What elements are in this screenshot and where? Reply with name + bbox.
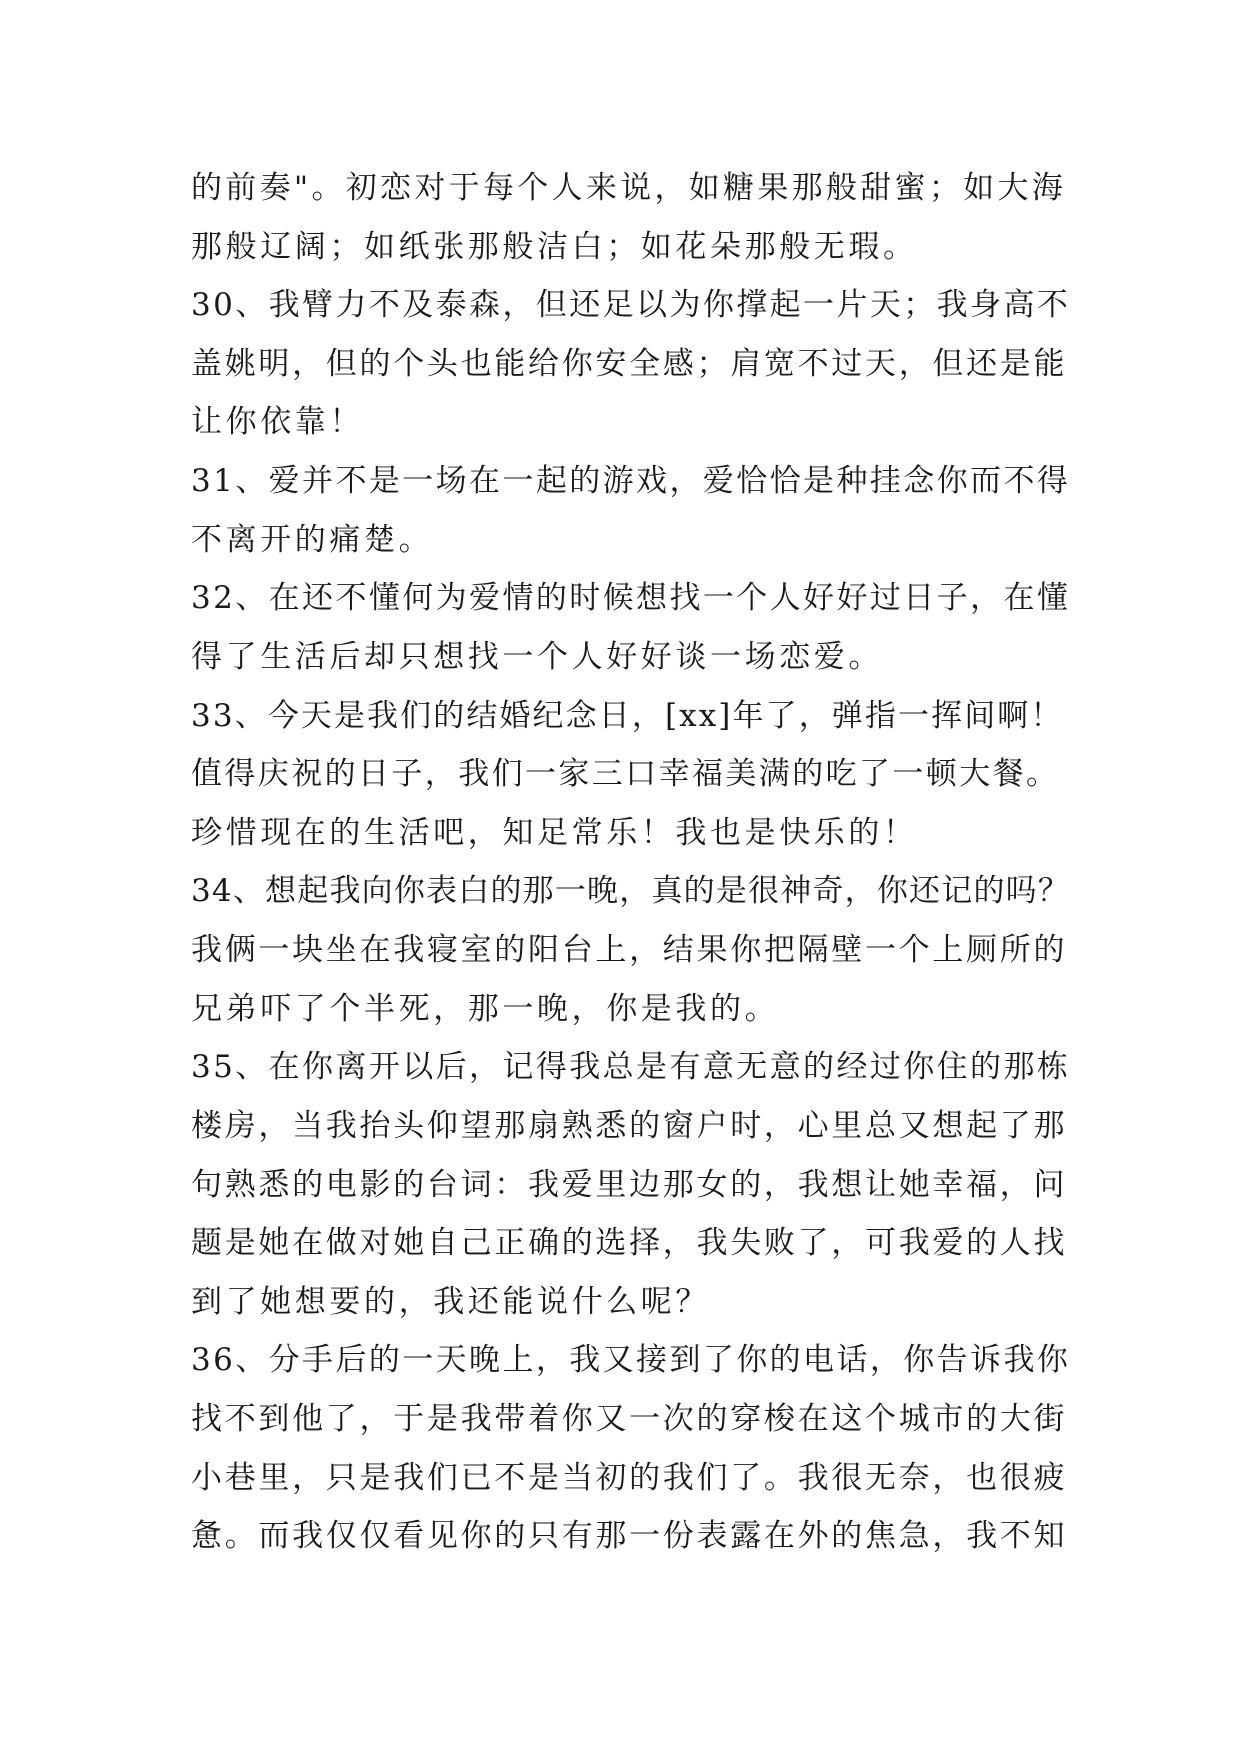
- text-line: 35、在你离开以后，记得我总是有意无意的经过你住的那栋: [191, 1049, 1071, 1085]
- text-line: 30、我臂力不及泰森，但还足以为你撑起一片天；我身高不: [191, 287, 1071, 323]
- text-line: 让你依靠！: [191, 404, 364, 440]
- text-line: 我俩一块坐在我寝室的阳台上，结果你把隔壁一个上厕所的: [191, 932, 1068, 968]
- text-line: 34、想起我向你表白的那一晚，真的是很神奇，你还记的吗？: [191, 873, 1071, 909]
- text-line: 不离开的痛楚。: [191, 522, 434, 558]
- text-line: 珍惜现在的生活吧，知足常乐！我也是快乐的！: [191, 815, 918, 851]
- text-line: 36、分手后的一天晚上，我又接到了你的电话，你告诉我你: [191, 1342, 1071, 1378]
- text-line: 33、今天是我们的结婚纪念日，[xx]年了，弹指一挥间啊！: [191, 698, 1064, 734]
- text-line: 到了她想要的，我还能说什么呢？: [191, 1284, 710, 1320]
- text-line: 得了生活后却只想找一个人好好谈一场恋爱。: [191, 639, 883, 675]
- text-line: 题是她在做对她自己正确的选择，我失败了，可我爱的人找: [191, 1225, 1068, 1261]
- text-line: 的前奏"。初恋对于每个人来说，如糖果那般甜蜜；如大海: [191, 170, 1067, 206]
- text-line: 小巷里，只是我们已不是当初的我们了。我很无奈，也很疲: [191, 1460, 1068, 1496]
- text-line: 盖姚明，但的个头也能给你安全感；肩宽不过天，但还是能: [191, 346, 1068, 382]
- text-line: 找不到他了，于是我带着你又一次的穿梭在这个城市的大街: [191, 1401, 1068, 1437]
- text-line: 惫。而我仅仅看见你的只有那一份表露在外的焦急，我不知: [191, 1518, 1068, 1554]
- text-line: 兄弟吓了个半死，那一晚，你是我的。: [191, 991, 780, 1027]
- text-line: 句熟悉的电影的台词：我爱里边那女的，我想让她幸福，问: [191, 1167, 1068, 1203]
- text-line: 那般辽阔；如纸张那般洁白；如花朵那般无瑕。: [191, 229, 918, 265]
- text-line: 值得庆祝的日子，我们一家三口幸福美满的吃了一顿大餐。: [191, 756, 1060, 792]
- text-line: 楼房，当我抬头仰望那扇熟悉的窗户时，心里总又想起了那: [191, 1108, 1068, 1144]
- text-line: 31、爱并不是一场在一起的游戏，爱恰恰是种挂念你而不得: [191, 463, 1071, 499]
- text-line: 32、在还不懂何为爱情的时候想找一个人好好过日子，在懂: [191, 580, 1071, 616]
